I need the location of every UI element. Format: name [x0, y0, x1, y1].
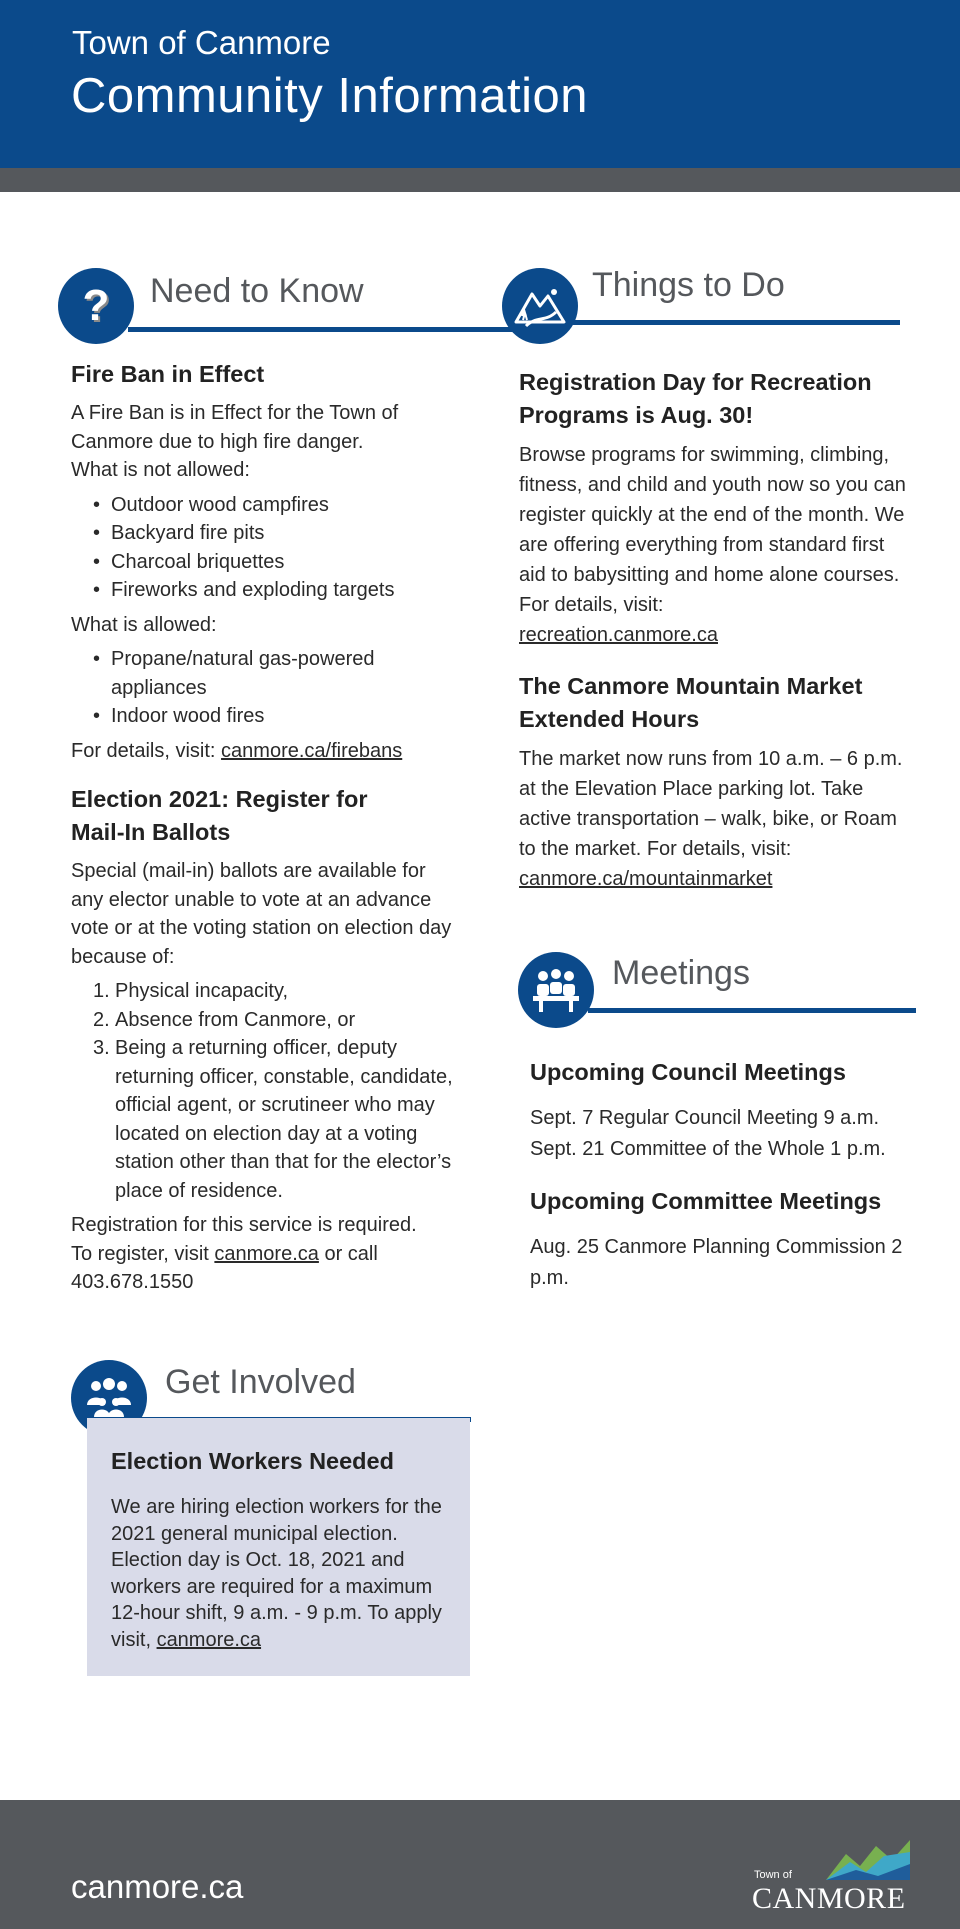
mountain-river-icon — [502, 268, 578, 344]
details-prefix: For details, visit: — [71, 739, 222, 762]
section-heading-things-to-do — [502, 268, 900, 348]
list-item: 3. Being a returning officer, deputy returning officer, constable, candidate, official agent, or scrutineer who may located on election day at a voting station other than that for the elector’s place of residence. — [93, 1037, 453, 1202]
page-title: Community Information — [71, 69, 589, 123]
canmore-link[interactable]: canmore.ca — [214, 1242, 319, 1265]
page-header — [0, 0, 960, 168]
election-workers-title: Election Workers Needed — [111, 1448, 394, 1474]
market-link-line — [519, 864, 911, 894]
election-title: Election 2021: Register for Mail-In Ballots — [71, 786, 368, 845]
market-title: The Canmore Mountain Market Extended Hours — [519, 673, 863, 732]
logo-name: CANMORE — [752, 1882, 906, 1915]
meetings-column — [530, 1056, 940, 1294]
election-workers-body: We are hiring election workers for the 2021 general municipal election. Election day is Oct. 18, 2021 and workers are required for a maximum 12-hour shift, 9 a.m. - 9 p.m. To apply visit, canmore.ca — [111, 1496, 442, 1651]
council-meeting-item: Sept. 21 Committee of the Whole 1 p.m. — [530, 1138, 886, 1160]
section-rule — [128, 327, 518, 332]
election-workers-box — [87, 1418, 470, 1676]
fire-ban-details — [71, 737, 471, 766]
mountainmarket-link[interactable]: canmore.ca/mountainmarket — [519, 868, 773, 890]
phone-number: 403.678.1550 — [71, 1271, 194, 1293]
recreation-link[interactable]: recreation.canmore.ca — [519, 624, 718, 646]
section-heading-meetings — [518, 952, 916, 1032]
list-item: • Backyard fire pits — [93, 519, 471, 548]
section-title: Get Involved — [165, 1363, 356, 1401]
registration-required: Registration for this service is required. — [71, 1214, 417, 1236]
not-allowed-list — [93, 491, 471, 605]
fire-ban-intro-line-1: A Fire Ban is in Effect for the Town of — [71, 402, 399, 424]
section-title: Need to Know — [150, 272, 364, 310]
section-rule — [588, 1008, 916, 1013]
need-to-know-column — [71, 358, 471, 1297]
council-meeting-item: Sept. 7 Regular Council Meeting 9 a.m. — [530, 1107, 880, 1129]
section-rule — [570, 320, 900, 325]
logo-town-of: Town of — [754, 1869, 792, 1881]
election-reasons-list — [93, 977, 471, 1205]
market-body: The market now runs from 10 a.m. – 6 p.m. at the Elevation Place parking lot. Take active transportation – walk, bike, or Roam to the market. For details, visit: — [519, 748, 903, 860]
list-item: • Indoor wood fires — [93, 702, 471, 731]
section-heading-need-to-know — [58, 268, 460, 348]
mountain-logo-icon — [826, 1840, 910, 1880]
header-divider-strip — [0, 168, 960, 192]
registration-instructions: To register, visit canmore.ca or call — [71, 1242, 378, 1265]
registration-link-line — [519, 620, 911, 650]
not-allowed-label: What is not allowed: — [71, 459, 250, 481]
apply-link[interactable]: canmore.ca — [156, 1628, 262, 1651]
council-meetings-title: Upcoming Council Meetings — [530, 1059, 846, 1085]
allowed-label: What is allowed: — [71, 613, 217, 636]
election-intro: Special (mail-in) ballots are available for any elector unable to vote at an advance vote or at the voting station on election day because of: — [71, 860, 452, 968]
list-item: • Propane/natural gas-powered appliances — [93, 645, 471, 702]
committee-meeting-item: Aug. 25 Canmore Planning Commission 2 p.m. — [530, 1236, 903, 1289]
list-item: 2. Absence from Canmore, or — [93, 1008, 356, 1031]
page-footer — [0, 1800, 960, 1929]
canmore-logo — [752, 1840, 912, 1916]
header-org-name: Town of Canmore — [72, 24, 331, 61]
footer-url[interactable]: canmore.ca — [71, 1868, 244, 1905]
list-item: • Fireworks and exploding targets — [93, 576, 471, 605]
fire-ban-intro-line-2: Canmore due to high fire danger. — [71, 430, 364, 453]
section-title: Meetings — [612, 954, 750, 992]
committee-meetings-title: Upcoming Committee Meetings — [530, 1188, 882, 1214]
meeting-table-icon — [518, 952, 594, 1028]
things-to-do-column — [519, 366, 911, 894]
firebans-link[interactable]: canmore.ca/firebans — [221, 739, 403, 762]
allowed-list — [93, 645, 471, 731]
list-item: • Charcoal briquettes — [93, 548, 471, 577]
question-mark-icon: ? — [58, 268, 134, 344]
registration-day-body: Browse programs for swimming, climbing, fitness, and child and youth now so you can register quickly at the end of the month. We are offering everything from standard first aid to babysitting and home alone courses. For details, visit: — [519, 444, 906, 616]
list-item: 1. Physical incapacity, — [93, 980, 289, 1002]
section-title: Things to Do — [592, 266, 785, 304]
registration-day-title: Registration Day for Recreation Programs is Aug. 30! — [519, 369, 872, 428]
list-item: • Outdoor wood campfires — [93, 491, 471, 520]
fire-ban-title: Fire Ban in Effect — [71, 361, 265, 387]
